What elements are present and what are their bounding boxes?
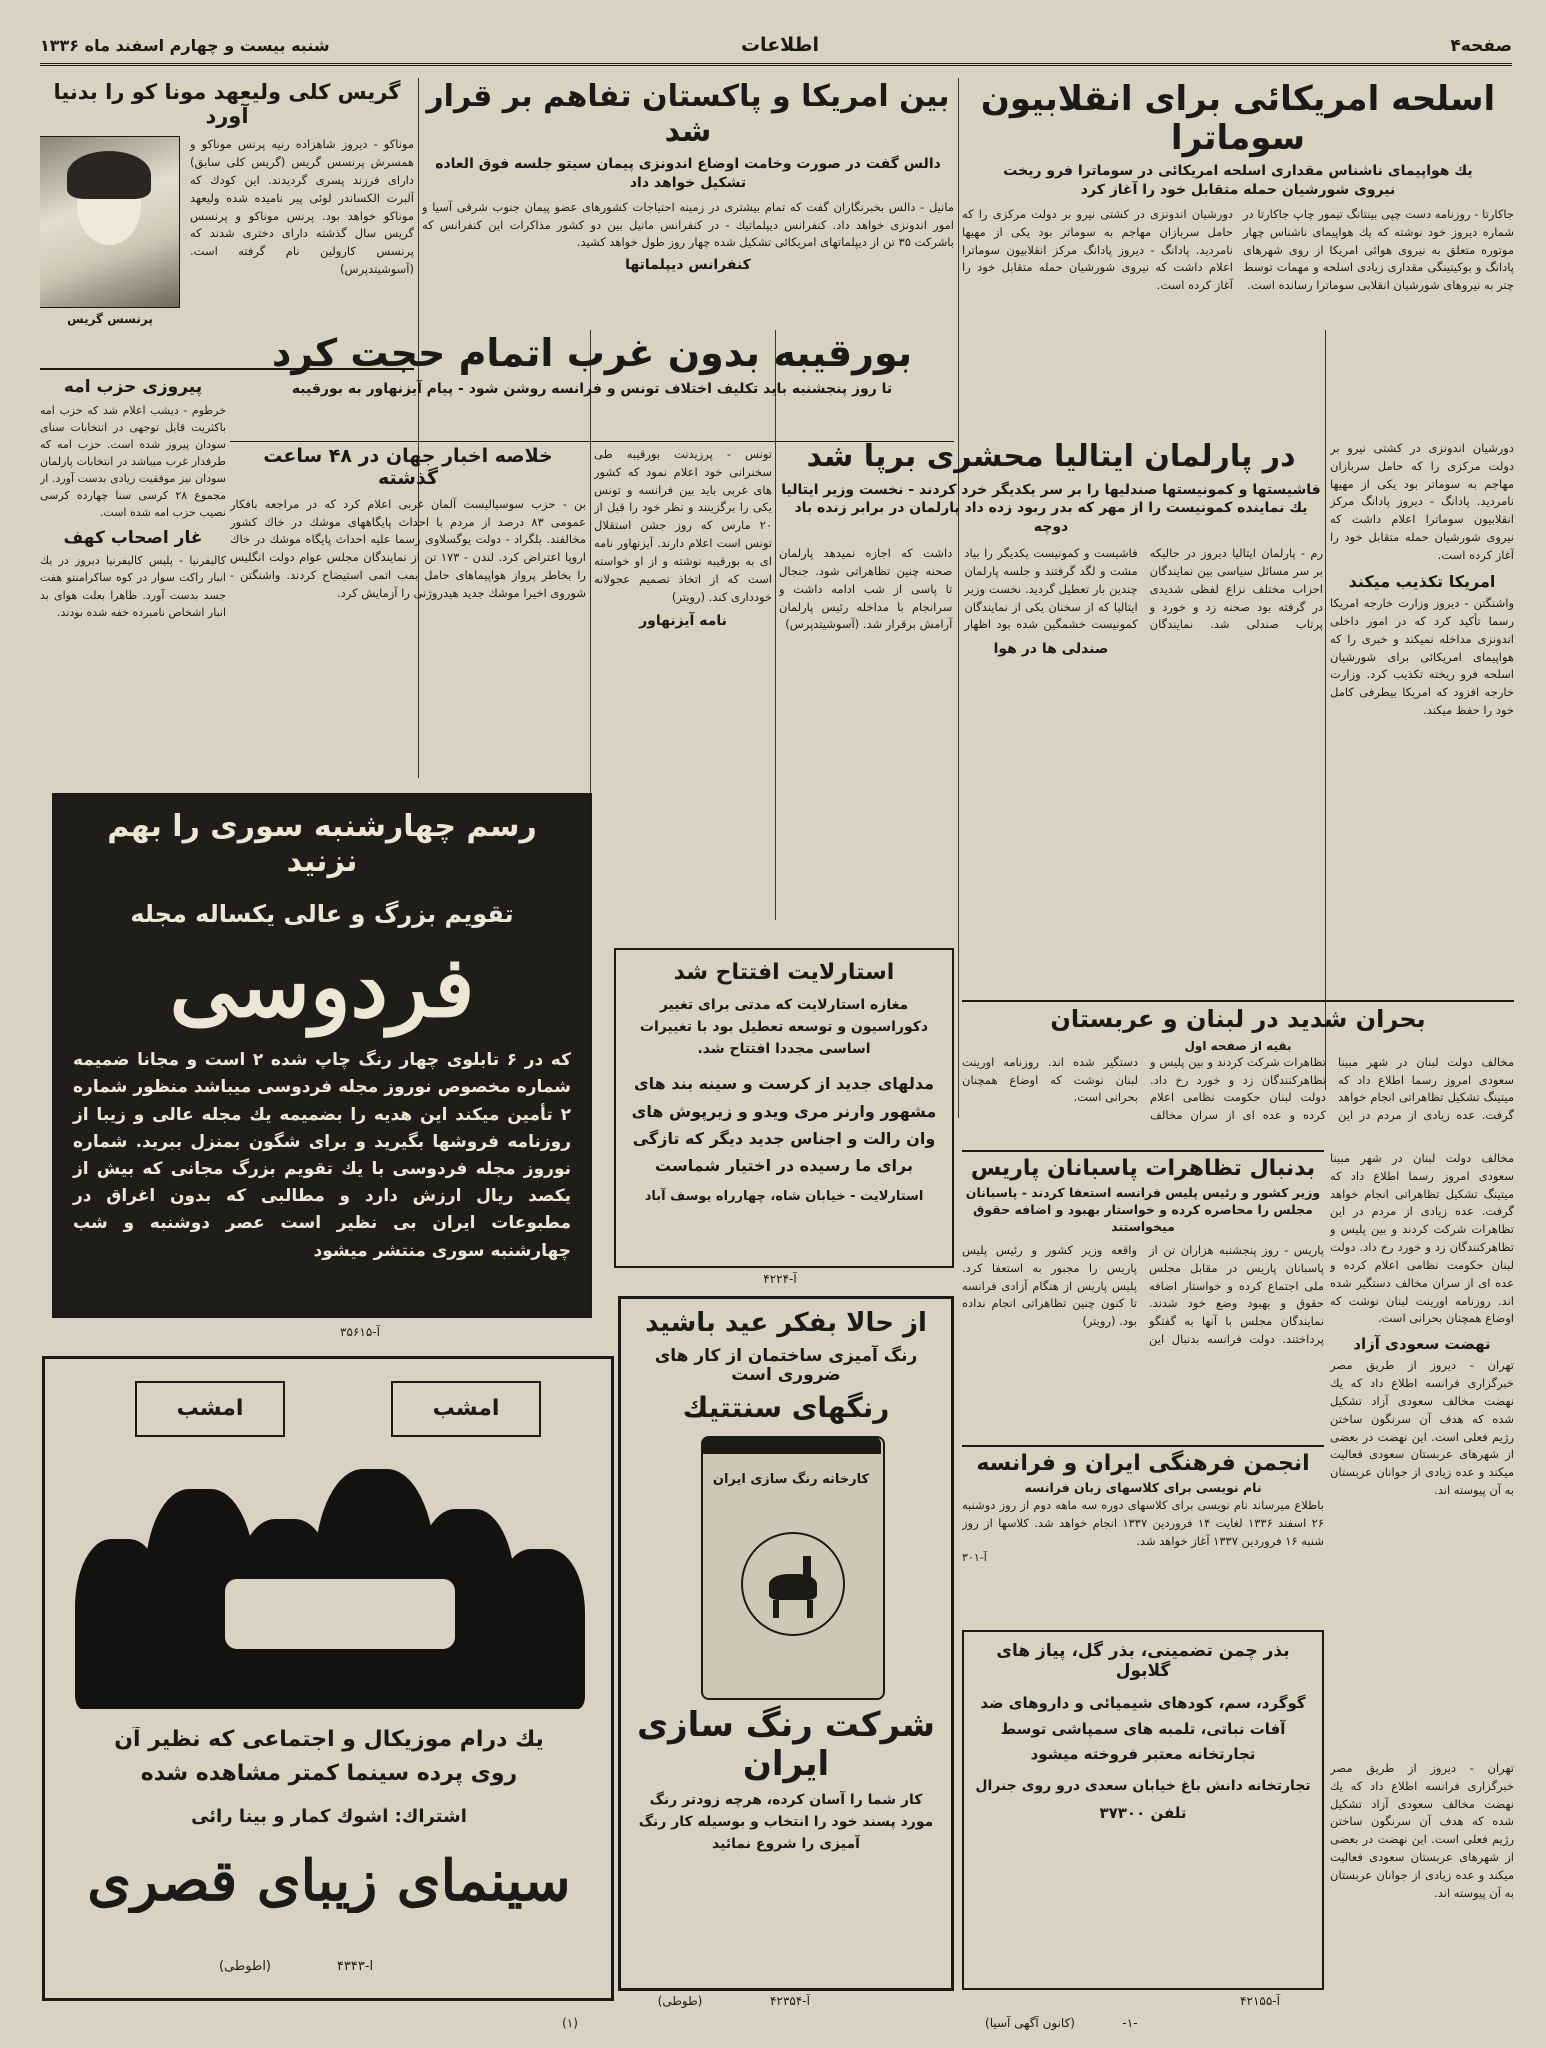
article-body-2: کالیفرنیا - پلیس کالیفرنیا دیروز در یك انبار راکت سوار در کوه ساکرامنتو هفت جسد بدست آورد. ظاهرا بعلت هوای بد انبار اشخاص نامبرده خفه شده بودند. bbox=[40, 554, 226, 619]
subheadline: دالس گفت در صورت وخامت اوضاع اندونزی پیمان سیتو جلسه فوق العاده تشکیل خواهد داد bbox=[435, 156, 941, 191]
header-bar bbox=[40, 32, 1512, 66]
ad-starlight bbox=[614, 948, 954, 1268]
ad-line-2: تقویم بزرگ و عالی یکساله مجله bbox=[130, 900, 514, 928]
headline: بحران شدید در لبنان و عربستان bbox=[1050, 1005, 1426, 1033]
headline: بورقیبه بدون غرب اتمام حجت کرد bbox=[271, 332, 913, 375]
article-body: رم - پارلمان ایتالیا دیروز در حالیکه بر سر مسائل سیاسی بین نمایندگان احزاب مختلف نزاع لفظی شدیدی در گرفته بود صحنه زد و خورد و پرتاب صندلی شد. نمایندگان فاشیست و کمونیست یکدیگر را بیاد مشت و لگد گرفتند و جلسه پارلمان چندین بار تعطیل گردید. نخست وزیر ایتالیا که از سخنان یکی از نمایندگان کمونیست خشمگین شده بود اظهار داشت که اجازه نمیدهد پارلمان صحنه چنین تظاهراتی شود. جنجال تا پاسی از شب ادامه داشت و سرانجام با مداخله رئیس پارلمان آرامش برقرار شد. (آسوشیتدپرس) bbox=[779, 546, 1323, 632]
article-sudan bbox=[40, 378, 226, 763]
issue-date: شنبه بیست و چهارم اسفند ماه ۱۳۳۶ bbox=[40, 36, 330, 55]
footer-marker-mid: (کانون آگهی آسیا) bbox=[985, 2016, 1075, 2030]
ad-title: بذر چمن تضمینی، بذر گل، پیاز های گلابول bbox=[996, 1641, 1290, 1681]
ad-line-3: رنگهای سنتتیك bbox=[682, 1390, 890, 1424]
ad-paint-code: آ-۴۲۳۵۴ bbox=[770, 1994, 810, 2008]
ad-tag: (اطوطی) bbox=[219, 1959, 271, 1974]
article-saudi-continued bbox=[1330, 1760, 1514, 2000]
article-body: موناکو - دیروز شاهزاده رنیه پرنس موناکو و همسرش پرنسس گریس (گریس کلی سابق) دارای فرزند پسری گردیدند. این کودك که آلبرت الکساندر لوئی پیر نامیده شده ولیعهد موناکو خواهد بود. پرنس موناکو و پرنسس گریس سال گذشته دارای دختری شدند که پرنسس کارولین نام گرفته است. (آسوشیتدپرس) bbox=[190, 137, 414, 276]
ad-body-1: مغازه استارلایت که مدتی برای تغییر دکوراسیون و توسعه تعطیل بود با تغییرات اساسی مجددا افتتاح شد. bbox=[639, 997, 929, 1057]
article-body: پاریس - روز پنجشنبه هزاران تن از پاسبانان پاریس در مقابل مجلس ملی اجتماع کرده و خواستار اضافه حقوق و بهبود وضع خود شدند. نمایندگان مجلس با آنها به گفتگو پرداختند. دولت فرانسه بدنبال این واقعه وزیر کشور و رئیس پلیس پاریس را مجبور به استعفا کرد. پلیس پاریس از هنگام آزادی فرانسه تا کنون چنین تظاهراتی انجام نداده بود. (رویتر) bbox=[962, 1242, 1324, 1346]
ad-line-2: ضروری است bbox=[731, 1365, 841, 1386]
ad-ferdowsi-magazine bbox=[52, 793, 592, 1318]
subheadline: وزیر کشور و رئیس پلیس فرانسه استعفا کردند - پاسبانان مجلس را محاصره کرده و خواستار بهبود و اضافه حقوق میخواستند bbox=[965, 1185, 1321, 1235]
headline: بین امریکا و پاکستان تفاهم بر قرار شد bbox=[426, 80, 950, 149]
ad-line-2: روی پرده سینما کمتر مشاهده شده bbox=[140, 1761, 518, 1786]
headline: امریکا تکذیب میکند bbox=[1348, 571, 1496, 591]
headline: در پارلمان ایتالیا محشری برپا شد bbox=[806, 440, 1296, 474]
article-us-denial bbox=[1330, 440, 1514, 1080]
ad-seeds-code: آ-۴۲۱۵۵ bbox=[1240, 1994, 1280, 2008]
article-body: تهران - دیروز از طریق مصر خبرگزاری فرانسه اطلاع داد که یك نهضت مخالف سعودی آزاد تشکیل شده که هدف آن سرنگون ساختن رژیم فعلی است. این نهضت در بعضی از شهرهای عربستان سعودی فعالیت میکند و عده زیادی از جوانان عربستان به آن پیوسته اند. bbox=[1330, 1358, 1514, 1498]
article-italy-parliament bbox=[779, 440, 1323, 995]
ad-body: گوگرد، سم، کودهای شیمیائی و داروهای ضد آفات نباتی، تلمبه های سمپاشی توسط تجارتخانه معتبر فروخته میشود bbox=[980, 1694, 1306, 1764]
subheadline: نام نویسی برای کلاسهای زبان فرانسه bbox=[1024, 1480, 1262, 1496]
article-world-summary bbox=[230, 446, 586, 776]
ad-body-2: مدلهای جدید از کرست و سینه بند های مشهور وارنر مری ویدو و زیرپوش های وان رالت و اجناس جدید دیگر که تازگی برای ما رسیده در اختیار شماست bbox=[631, 1074, 937, 1175]
fire-artwork bbox=[75, 1469, 585, 1709]
ad-synthetic-paint bbox=[618, 1296, 954, 1991]
ad-ferdowsi-code: آ-۳۵۶۱۵ bbox=[340, 1325, 380, 1339]
ad-code: آ-۳۰۱ bbox=[962, 1550, 987, 1564]
article-body: خرطوم - دیشب اعلام شد که حزب امه باکثریت قابل توجهی در انتخابات سنای سودان پیروز شده است. حزب امه که طرفدار غرب میباشد در انتخابات پارلمان سودان نیز موفقیت زیادی بدست آورد. از مجموع ۲۸ کرسی سنا چهارده کرسی نصیب حزب امه شده است. bbox=[40, 403, 226, 519]
footer-marker-left: (۱) bbox=[562, 2016, 578, 2030]
article-bourguiba-body bbox=[594, 446, 772, 916]
article-body: تهران - دیروز از طریق مصر خبرگزاری فرانسه اطلاع داد که یك نهضت مخالف سعودی آزاد تشکیل شده که هدف آن سرنگون ساختن رژیم فعلی است. این نهضت در بعضی از شهرهای عربستان سعودی فعالیت میکند و عده زیادی از جوانان عربستان به آن پیوسته اند. bbox=[1330, 1761, 1514, 1900]
ad-company: شرکت رنگ سازی bbox=[636, 1705, 936, 1746]
subheadline: فاشیستها و کمونیستها صندلیها را بر سر یکدیگر خرد کردند - نخست وزیر ایتالیا یك نماینده کمونیست را از مهر که بدر ربود زده داد پارلمان در برابر زنده باد دوچه bbox=[781, 481, 1321, 536]
subhead: نامه آیزنهاور bbox=[639, 613, 727, 630]
article-lebanon bbox=[962, 1000, 1514, 1150]
article-bourguiba-head bbox=[230, 332, 954, 442]
article-free-saudi bbox=[1330, 1150, 1514, 1750]
subheadline: یك هواپیمای ناشناس مقداری اسلحه امریکائی در سوماترا فرو ریخت bbox=[1003, 163, 1473, 180]
ad-brand: سینمای زیبای قصری bbox=[87, 1849, 571, 1914]
ad-brand: فردوسی bbox=[169, 936, 475, 1036]
headline: نهضت سعودی آزاد bbox=[1353, 1335, 1491, 1354]
article-body: واشنگتن - دیروز وزارت خارجه امریکا رسما تأکید کرد که در امور داخلی اندونزی مداخله نمیکند و خبری را که هواپیمای امریکائی برای شورشیان اسلحه فرو ریخته تکذیب کرد. وزارت خارجه افزود که امریکا بیطرفی کامل خود را حفظ میکند. bbox=[1330, 596, 1514, 717]
headline-2: غار اصحاب کهف bbox=[63, 527, 203, 548]
masthead-title: اطلاعات bbox=[740, 34, 820, 56]
ad-phone: تلفن ۳۷۳۰۰ bbox=[1099, 1803, 1187, 1822]
subhead: کنفرانس دیپلماتها bbox=[625, 257, 751, 274]
ad-title: از حالا بفکر عید باشید bbox=[645, 1308, 927, 1338]
article-body: مخالف دولت لبنان در شهر مبینا سعودی امروز رسما اطلاع داد که میتینگ تشکیل تظاهراتی انجام خواهد گرفت. عده زیادی از مردم در این تظاهرات شرکت کردند و بین پلیس و تظاهرکنندگان زد و خورد رخ داد. دولت لبنان حکومت نظامی اعلام کرده و عده ای از سران مخالف دستگیر شده اند. روزنامه اورینت لبنان نوشت که اوضاع همچنان بحرانی است. bbox=[962, 1054, 1514, 1123]
tonight-box-left: امشب bbox=[135, 1381, 285, 1437]
ad-address: استارلایت - خیابان شاه، چهارراه یوسف آباد bbox=[644, 1189, 924, 1205]
ad-title: استارلایت افتتاح شد bbox=[673, 960, 895, 985]
portrait-photo bbox=[40, 136, 180, 308]
headline: بدنبال تظاهرات پاسبانان پاریس bbox=[970, 1156, 1316, 1181]
ad-body: که در ۶ تابلوی چهار رنگ چاپ شده ۲ است و مجانا ضمیمه شماره مخصوص نوروز مجله فردوسی میباشد منظور شماره ۲ تأمین میکند این هدیه را بضمیمه یك مجله عالی و زیبا از روزنامه فروشها بگیرید و برای شگون بمنزل ببرید. شماره نوروز مجله فردوسی با یك تقویم بزرگ مجانی که بیش از یکصد ریال ارزش دارد و مطالبی که بدون اغراق در مطبوعات ایران بی نظیر است عصر دوشنبه و شب چهارشنبه سوری منتشر میشود bbox=[73, 1050, 571, 1261]
article-sumatra bbox=[962, 80, 1514, 325]
subheadline: تا روز پنجشنبه باید تکلیف اختلاف تونس و فرانسه روشن شود - پیام آیزنهاور به بورقیبه bbox=[291, 380, 893, 397]
ad-top-line: رسم چهارشنبه سوری را بهم نزنید bbox=[107, 809, 537, 879]
ad-address: تجارتخانه دانش باغ خیابان سعدی درو روی جنرال bbox=[975, 1777, 1311, 1794]
ad-line-1: رنگ آمیزی ساختمان از کار های bbox=[654, 1345, 918, 1366]
subheadline: بقیه از صفحه اول bbox=[1184, 1038, 1292, 1053]
ad-cast: اشتراك: آشوك کمار و بینا رائی bbox=[191, 1807, 467, 1827]
article-body: بن - حزب سوسیالیست آلمان غربی اعلام کرد که در مراجعه بافکار عمومی ۸۳ درصد از مردم با احداث پایگاههای موشك در خاك کشور مخالفند. بلگراد - دولت یوگسلاوی رسما علیه احداث پایگاه موشك در خاك اروپا اعتراض کرد. لندن - ۱۷۳ تن از نمایندگان مجلس عوام دولت انگلیس را بخاطر پرواز هواپیماهای حامل بمب اتمی استیضاح کردند. واشنگتن - شوروی اخیرا موشك جدید هیدروژنی را آزمایش کرد. bbox=[230, 496, 586, 600]
ad-body: کار شما را آسان کرده، هرچه زودتر رنگ مورد پسند خود را انتخاب و بوسیله کار رنگ آمیزی را شروع نمائید bbox=[638, 1792, 934, 1852]
page-number: صفحه۴ bbox=[1450, 36, 1512, 56]
footer-marker-right: -۱- bbox=[1122, 2016, 1138, 2030]
article-iran-france-society bbox=[962, 1445, 1324, 1620]
deer-logo bbox=[741, 1532, 845, 1636]
article-body: باطلاع میرساند نام نویسی برای کلاسهای دوره سه ماهه دوم از روز دوشنبه ۲۶ اسفند ۱۳۳۶ لغایت ۱۴ فروردین ۱۳۳۷ انجام خواهد شد. کلاسها از روز شنبه ۱۶ فروردین ۱۳۳۷ آغاز خواهد شد. bbox=[962, 1498, 1324, 1548]
ad-code: آ-۴۳۴۳ bbox=[336, 1959, 374, 1974]
paint-can-label: کارخانه رنگ سازی ایران bbox=[712, 1472, 870, 1488]
lebanon-continued: مخالف دولت لبنان در شهر مبینا سعودی امروز رسما اطلاع داد که میتینگ تشکیل تظاهراتی انجام خواهد گرفت. عده زیادی از مردم در این تظاهرات شرکت کردند و بین پلیس و تظاهرکنندگان زد و خورد رخ داد. دولت لبنان حکومت نظامی اعلام کرده و عده ای از سران مخالف دستگیر شده اند. روزنامه اورینت لبنان نوشت که اوضاع همچنان بحرانی است. bbox=[1330, 1151, 1514, 1326]
article-body-2: دورشیان اندونزی در کشتی نیرو بر دولت مرکزی را که حامل سربازان مهاجم به سوماتر بود یکی از مهیها نامردید. پادانگ - دیروز پادانگ مرکز انقلابیون سوماترا اعلام داشت که نیروی شورشیان حمله متقابل خود را آغاز کرده است. bbox=[962, 206, 1233, 293]
paint-can bbox=[631, 1432, 941, 1702]
article-grace-kelly bbox=[40, 80, 414, 370]
article-body: جاکارتا - روزنامه دست چپی بینتانگ تیمور چاپ جاکارتا در شماره دیروز خود نوشته که یك هواپیمای ناشناس چهار موتوره متعلق به نیروی هوائی امریکا از روی شهرهای پادانگ و بوکیتینگی مقداری زیادی اسلحه و مهمات توسط چتر به نیروهای شورشیان انقلابی سوماترا رسانده است. bbox=[1243, 206, 1514, 293]
article-body: مانیل - دالس بخبرنگاران گفت که تمام بیشتری در زمینه احتیاجات کشورهای عضو پیمان جنوب شرقی آسیا و امور اندونزی خواهد داد. کنفرانس دیپلماتیك - در کنفرانس مانیل بین دو کشور مذاکرات این کنفرانس که باشرکت ۳۵ تن از دیپلماتهای امریکائی تشکیل شده چهار روز طول خواهد کشید. bbox=[422, 199, 954, 250]
subhead: صندلی ها در هوا bbox=[993, 641, 1109, 658]
headline: خلاصه اخبار جهان در ۴۸ ساعت گذشته bbox=[263, 446, 553, 489]
subheadline-2: نیروی شورشیان حمله متقابل خود را آغاز کرد bbox=[1080, 182, 1396, 199]
ad-seeds-fertilizer bbox=[962, 1630, 1324, 1990]
headline: گریس کلی ولیعهد مونا کو را بدنیا آورد bbox=[53, 80, 401, 129]
ad-line-1: یك درام موزیکال و اجتماعی که نظیر آن bbox=[114, 1727, 544, 1752]
headline: انجمن فرهنگی ایران و فرانسه bbox=[976, 1451, 1310, 1476]
photo-caption: پرنسس گریس bbox=[67, 312, 153, 327]
ad-cinema-ghasri bbox=[42, 1356, 614, 2001]
headline: پیروزی حزب امه bbox=[63, 378, 203, 397]
ad-country: ایران bbox=[742, 1744, 830, 1785]
ad-starlight-code: آ-۴۲۲۴ bbox=[763, 1272, 797, 1286]
headline: اسلحه امریکائی برای انقلابیون سوماترا bbox=[980, 80, 1496, 159]
tonight-box-right: امشب bbox=[391, 1381, 541, 1437]
article-us-pakistan bbox=[422, 80, 954, 325]
ad-paint-tag: (طوطی) bbox=[657, 1994, 703, 2008]
article-body: تونس - پرزیدنت بورقیبه طی سخنرانی خود اعلام نمود که کشور های غربی باید بین فرانسه و تونس یکی را برگزینند و نظر خود را قبل از ۲۰ مارس که روز جشن استقلال تونس است اعلام دارند. آیزنهاور نامه ای به بورقیبه نوشته و از او خواسته است که از اتخاذ تصمیم عجولانه خودداری کند. (رویتر) bbox=[594, 447, 772, 604]
sumatra-continued: دورشیان اندونزی در کشتی نیرو بر دولت مرکزی را که حامل سربازان مهاجم به سوماتر بود یکی از مهیها نامردید. پادانگ - دیروز پادانگ مرکز انقلابیون سوماترا اعلام داشت که نیروی شورشیان حمله متقابل خود را آغاز کرده است. bbox=[1330, 441, 1514, 562]
article-paris-police bbox=[962, 1150, 1324, 1440]
